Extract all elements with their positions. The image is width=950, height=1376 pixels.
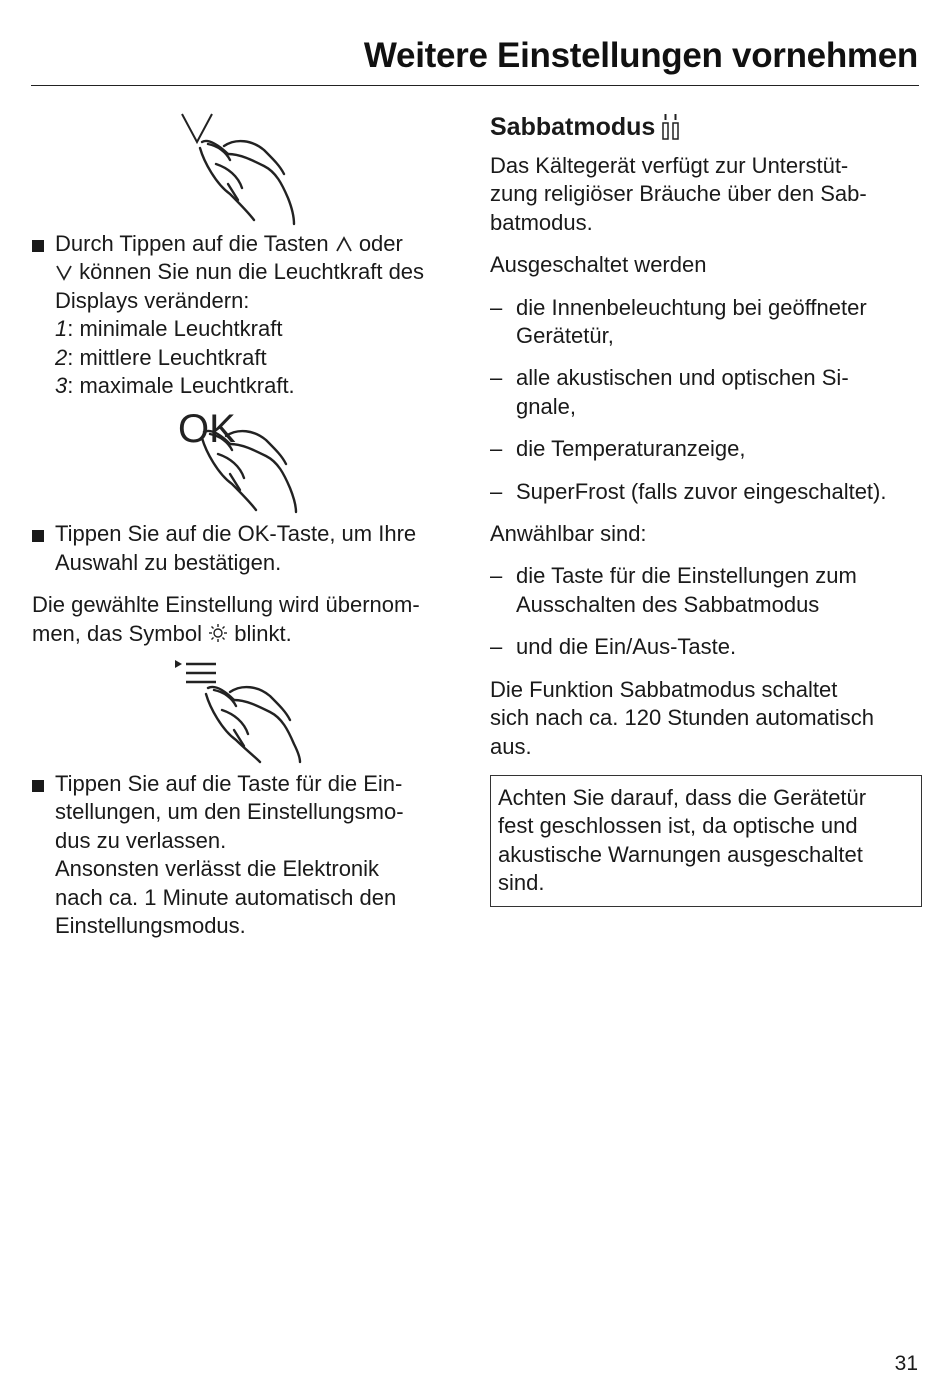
right-column — [490, 100, 922, 907]
text-line: sind. — [498, 870, 545, 896]
text-line: alle akustischen und optischen Si- — [516, 365, 849, 391]
down-key-tap-illustration — [32, 108, 470, 226]
text-line: oder — [358, 231, 403, 256]
text-line: Das Kältegerät verfügt zur Unterstüt- — [490, 153, 849, 178]
list-item — [490, 435, 922, 463]
text-line: dus zu verlassen. — [55, 827, 227, 853]
text-line: Durch Tippen auf die Tasten — [55, 231, 329, 256]
section-heading-text: Sabbatmodus — [490, 113, 656, 141]
ok-key-tap-illustration — [32, 406, 470, 514]
text-line: Ansonsten verlässt die Elektronik — [55, 856, 380, 882]
up-arrow-icon — [335, 235, 353, 253]
text-line: die Innenbeleuchtung bei geöffneter — [516, 294, 867, 320]
page-number: 31 — [894, 1352, 918, 1375]
list-item — [490, 633, 922, 661]
text-line: gnale, — [516, 393, 576, 419]
level-number: 3 — [55, 373, 68, 399]
text-line: Tippen Sie auf die OK-Taste, um Ihre — [55, 521, 417, 547]
hand-icon — [200, 141, 294, 224]
text-line: sich nach ca. 120 Stunden automatisch — [490, 705, 875, 731]
text-line: und die Ein/Aus-Taste. — [516, 634, 737, 660]
dash-marker: – — [490, 365, 503, 391]
bullet-adjust-brightness — [32, 230, 470, 400]
dash-marker: – — [490, 634, 503, 660]
left-column — [32, 100, 470, 941]
bullet-exit-settings — [32, 770, 470, 940]
sabbath-candles-icon — [661, 113, 681, 141]
list-item — [490, 294, 922, 351]
select-list — [490, 562, 922, 661]
text-line: können Sie nun die Leuchtkraft des — [79, 259, 425, 285]
list-item — [490, 364, 922, 421]
paragraph-setting-applied — [32, 591, 470, 648]
bullet-square-icon — [32, 530, 44, 542]
text-line: Die Funktion Sabbatmodus schaltet — [490, 676, 838, 702]
level-number: 2 — [55, 344, 68, 370]
auto-off-paragraph — [490, 676, 922, 761]
brightness-sun-icon — [208, 623, 228, 643]
text-line: SuperFrost (falls zuvor eingeschaltet). — [516, 478, 887, 504]
bullet-square-icon — [32, 240, 44, 252]
warning-note-box — [490, 775, 922, 907]
level-number: 1 — [55, 316, 68, 342]
down-arrow-icon — [55, 263, 73, 281]
text-line: : mittlere Leuchtkraft — [67, 344, 267, 370]
text-line: blinkt. — [234, 620, 292, 646]
down-arrow-icon — [182, 114, 212, 142]
text-line: men, das Symbol — [32, 620, 202, 646]
text-line: die Taste für die Einstellungen zum — [516, 563, 857, 589]
text-line: aus. — [490, 733, 532, 759]
hand-icon — [206, 687, 300, 762]
text-line: die Temperaturanzeige, — [516, 436, 746, 462]
text-line: Displays verändern: — [55, 287, 250, 313]
menu-lines-icon — [175, 660, 216, 682]
select-label: Anwählbar sind: — [490, 521, 647, 547]
text-line: Ausschalten des Sabbatmodus — [516, 591, 820, 617]
text-line: Auswahl zu bestätigen. — [55, 549, 282, 575]
text-line: nach ca. 1 Minute automatisch den — [55, 884, 397, 910]
off-list — [490, 294, 922, 506]
intro-paragraph — [490, 152, 922, 237]
bullet-confirm-ok — [32, 520, 470, 577]
text-line: batmodus. — [490, 209, 593, 235]
text-line: Einstellungsmodus. — [55, 913, 246, 939]
list-item — [490, 562, 922, 619]
settings-key-tap-illustration — [32, 656, 470, 764]
dash-marker: – — [490, 294, 503, 320]
dash-marker: – — [490, 478, 503, 504]
bullet-square-icon — [32, 780, 44, 792]
text-line: zung religiöser Bräuche über den Sab- — [490, 181, 867, 207]
text-line: akustische Warnungen ausgeschaltet — [498, 841, 863, 867]
text-line: Tippen Sie auf die Taste für die Ein- — [55, 771, 403, 797]
page-header-title: Weitere Einstellungen vornehmen — [363, 36, 918, 75]
text-line: Gerätetür, — [516, 323, 614, 349]
text-line: stellungen, um den Einstellungsmo- — [55, 799, 404, 825]
text-line: fest geschlossen ist, da optische und — [498, 813, 858, 839]
text-line: Achten Sie darauf, dass die Gerätetür — [498, 784, 867, 810]
text-line: : maximale Leuchtkraft. — [67, 373, 295, 399]
off-label: Ausgeschaltet werden — [490, 252, 707, 278]
list-item — [490, 478, 922, 506]
dash-marker: – — [490, 563, 503, 589]
dash-marker: – — [490, 436, 503, 462]
section-heading — [490, 112, 922, 142]
text-line: Die gewählte Einstellung wird übernom- — [32, 592, 420, 618]
header-divider — [31, 85, 919, 86]
text-line: : minimale Leuchtkraft — [67, 316, 283, 342]
ok-key-label: OK — [178, 407, 236, 452]
